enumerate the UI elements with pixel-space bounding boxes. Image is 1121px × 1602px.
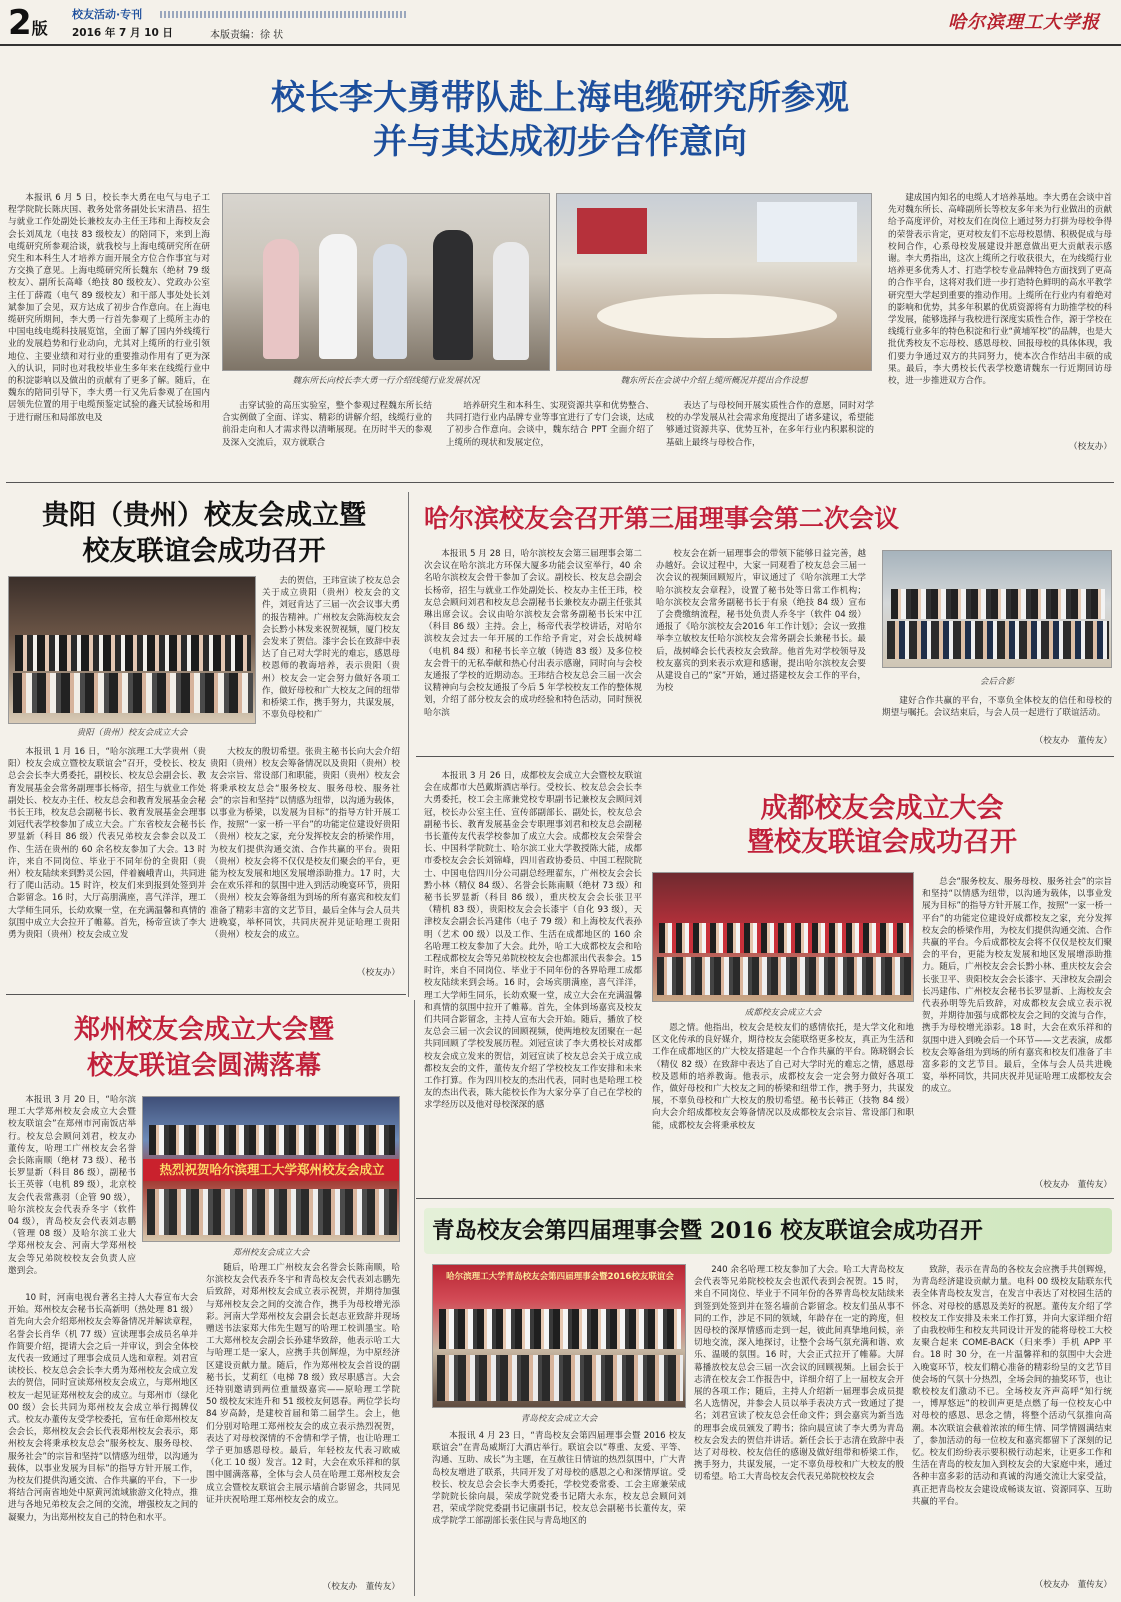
chengdu-headline-line2: 暨校友联谊会成功召开 (747, 827, 1017, 858)
zhengzhou-column-top: 本报讯 3 月 20 日，“哈尔滨理工大学郑州校友会成立大会暨校友联谊会”在郑州市河南饭店举行。校友总会顾问刘君，校友办董传友，哈理工广州校友会名誉会长陈南顺（绝材 73 级）、秘书长罗显新（科目 86 级），副秘书长王英蓉（电机 89 级），北京校友会代表常燕羽（企管 90 级），哈尔滨校友会代表乔冬宇（软件 04 级），青岛校友会代表刘志鹏（管理 08 级）及哈尔滨工业大学郑州校友会、河南大学郑州校友会等兄弟院校校友会负责人应邀到会。 (8, 1095, 136, 1276)
chengdu-photo-caption: 成都校友会成立大会 (744, 1008, 822, 1018)
zhengzhou-column-left: 10 时，河南电视台著名主持人大春宣布大会开始。郑州校友会秘书长高新明（热处理 81 级）首先向大会介绍郑州校友会筹备情况并解读章程，名誉会长肖华（机 77 级）宣读理事会成员名单并作简要介绍，提请大会之后一并审议，到会全体校友代表一致通过了理事会成员人选和章程。刘君宣读校长、校友总会会长李大勇为郑州校友会成立发去的贺信，同时宣读郑州校友会成立，与郑州地区校友一起见证郑州校友会的成立。与郑州市（绿化 00 级）会长共同为郑州校友会成立举行揭牌仪式。校友办董传友受学校委托，宣布任命郑州校友会会长，郑州校友会会长代表郑州校友会表示，郑州校友会将秉承校友总会“服务校友、服务母校、服务社会”的宗旨和坚持“以情感为纽带，以沟通为载体，以事业发展为目标”的指导方针开展工作，为校友们提供沟通交流、合作共赢的平台，下一步将结合河南省地处中原黄河流域旅游文化特点，推进与各地兄弟校友会之间的交流，增强校友之间的凝聚力，为出郑州校友自己的特色和水平。 (8, 1293, 198, 1523)
guiyang-photo-caption: 贵阳（贵州）校友会成立大会 (76, 728, 188, 738)
zhengzhou-headline-line1: 郑州校友会成立大会暨 (73, 1015, 334, 1045)
chengdu-headline (652, 792, 1112, 860)
harbin-photo (882, 550, 1112, 668)
harbin-credit: （校友办 董传友） (1034, 736, 1112, 746)
crowd-row (147, 1189, 397, 1235)
harbin-headline: 哈尔滨校友会召开第三届理事会第二次会议 (424, 504, 900, 533)
zhengzhou-credit: （校友办 董传友） (322, 1582, 400, 1592)
harbin-photo-caption: 会后合影 (979, 677, 1014, 687)
guiyang-headline-line2: 校友联谊会成功召开 (82, 536, 326, 567)
masthead-rule (160, 11, 408, 18)
zhengzhou-banner: 热烈祝贺哈尔滨理工大学郑州校友会成立 (143, 1159, 400, 1181)
qingdao-column-mid: 240 余名哈理工校友参加了大会。哈工大青岛校友会代表等兄弟院校校友会也派代表到会祝贺。15 时，来自不同岗位、毕业于不同年份的各界青岛校友陆续来到签到处签到并在签名墙前合影留念。校友们虽从事不同的工作，涉足不同的领域，年龄存在一定的跨度，但因母校的深厚情感而走到一起，彼此间真挚地问候，亲切地交流，深入地探讨，让整个会场气氛充满和谐、欢乐、温暖的氛围。16 时，大会正式拉开了帷幕。大屏幕播放校友总会三届一次会议的回顾视频。上届会长于志清在校友会工作报告中，详细介绍了上一届校友会开展的各项工作；随后，主持人介绍新一届理事会成员提名人选情况，并参会人员以举手表决方式一致通过了提名；刘君宣读了校友总会任命文件；到会嘉宾为新当选的理事会成员颁发了聘书；徐向晨宣读了李大勇为青岛校友会发去的贺信并讲话。新任会长于志清在致辞中表达了对母校、校友信任的感谢及做好组带和桥梁工作，携手努力，共谋发展，一定不辜负母校和广大校友的殷切希望。哈工大青岛校友会代表兄弟院校校友会 (694, 1265, 904, 1483)
person-figure (263, 239, 299, 359)
chengdu-photo (652, 872, 914, 1002)
guiyang-credit: （校友办） (357, 968, 400, 978)
chengdu-headline-line1: 成都校友会成立大会 (760, 793, 1004, 824)
person-figure (433, 230, 473, 360)
projection-screen (577, 208, 647, 254)
page-editor: 本版责编：徐 状 (210, 30, 284, 41)
section-divider (6, 994, 406, 995)
guiyang-headline (8, 498, 400, 570)
chengdu-column-right: 总会“服务校友、服务母校、服务社会”的宗旨和坚持“以情感为纽带，以沟通为载体，以事业发展为目标”的指导方针开展工作，按照“一家一桥一平台”的功能定位建设好成都校友之家，充分发挥校友会的桥梁作用，为校友们提供沟通交流、合作共赢的平台。今后成都校友会将不仅仅是校友们聚会的平台，更能为校友发展和地区发展增添助推力。随后，广州校友会会长黔小林、重庆校友会会长张卫平、贵阳校友会会长漆宇、天津校友会副会长冯建伟、广州校友会秘书长罗显新、上海校友会代表孙明等先后致辞，对成都校友会成立表示祝贺，并期待加强与成都校友会之间的交流与合作，携手为母校增光添彩。18 时，大会在欢乐祥和的氛围中进入到晚会后一个环节——文艺表演，成都校友会筹备组为到场的所有嘉宾和校友们准备了丰富多彩的文艺节目。最后，全体与会人员共进晚宴，举杯同饮，共同庆祝并见证哈理工成都校友会的成立。 (922, 877, 1112, 1095)
harbin-column-3: 建好合作共赢的平台，不辜负全体校友的信任和母校的期望与嘱托。会议结束后，与会人员一起进行了联谊活动。 (882, 696, 1112, 719)
masthead (0, 0, 1121, 48)
zhengzhou-column-right: 随后，哈理工广州校友会名誉会长陈南顺，哈尔滨校友会代表乔冬宇和青岛校友会代表刘志鹏先后致辞，对郑州校友会成立表示祝贺，并期待加强与郑州校友会之间的交流合作，携手为母校增光添彩。河南大学郑州校友会副会长赵志亚致辞并现场赠送书法家郑大伟先生题写的哈理工校训墨宝。哈工大郑州校友会副会长孙建华致辞，他表示哈工大与哈理工是一家人，应携手共创辉煌，为中原经济区建设贡献力量。随后，作为郑州校友会首设的副秘书长，艾莉红（电梯 78 级）致尽职感言。大会还特别邀请到两位重量级嘉宾——原哈理工学院 50 级校友宋连升和 51 级校友何恩春。两位学长均 84 岁高龄，是建校首届和第二届学生。会上，他们分别对哈理工郑州校友会的成立表示热烈祝贺，表达了对母校深情的不舍情和学子情，也让哈理工学子更加感恩母校。最后，年轻校友代表习欧威（化工 10 级）发言。12 时，大会在欢乐祥和的氛围中圆满落幕，全体与会人员在哈理工郑州校友会成立会暨校友联谊会主展示墙前合影留念，共同见证并庆祝哈理工郑州校友会的成立。 (206, 1263, 400, 1505)
lead-credit: （校友办） (1069, 442, 1112, 452)
qingdao-credit: （校友办 董传友） (1034, 1580, 1112, 1590)
lead-column-1: 本报讯 6 月 5 日，校长李大勇在电气与电子工程学院院长陈庆国、教务处常务副处长宋清昌、招生与就业工作处副处长兼校友办主任王玮和上海校友会会长刘凤龙（电技 83 级校友）的陪同下，来到上海电缆研究所参观洽谈，就我校与上海电缆研究所在研究生和本科生人才培养方面开展全方位合作事宜与对方交换了意见。上海电缆研究所长魏东（绝材 79 级校友）、副所长高峰（绝技 80 级校友）、党政办公室主任丁薛霞（电气 89 级校友）和干部人事处处长刘斌参加了会见，双方达成了初步合作意向。在上海电缆研究所期间，李大勇一行首先参观了上缆所主办的中国电线电缆科技展览馆，全面了解了国内外线缆行业的发展趋势和行业动向，尤其对上缆所的行业引领地位、主要业绩和对行业的重要推动作用有了更为深入的认识，同时也对我校毕业生多年来在线缆行业中的积淀影响以及做出的贡献有了更多了解。随后，在魏东的陪同引导下，李大勇一行又先后参观了在国内居领先位置的用于电缆预鉴定试验的鑫天试验场和用于进行耐压和局部放电及 (8, 193, 210, 423)
crowd-row (657, 957, 911, 995)
lead-photo-1 (222, 193, 550, 371)
zhengzhou-photo (142, 1096, 400, 1242)
page-number: 2版 (8, 3, 48, 43)
zhengzhou-headline-line2: 校友联谊会圆满落幕 (86, 1051, 321, 1081)
crowd-row (437, 1355, 683, 1401)
qingdao-banner: 哈尔滨理工大学青岛校友会第四届理事会暨2016校友联谊会 (446, 1272, 674, 1282)
lead-headline (80, 76, 1040, 164)
column-divider (414, 1000, 415, 1596)
guiyang-column-mid: 大校友的殷切希望。张贵主秘书长向大会介绍贵阳（贵州）校友会筹备情况以及贵阳（贵州）校友会宗旨、常设部门和职能，贵阳（贵州）校友会将秉承校友总会“服务校友、服务母校、服务社会”的宗旨和坚持“以情感为纽带，以沟通为载体，以事业为桥梁，以发展为目标”的指导方针开展工作，按照“一家一桥一平台”的功能定位建设好贵阳（贵州）校友之家，充分发挥校友会的桥梁作用，为校友们提供沟通交流、合作共赢的平台。贵阳（贵州）校友会将不仅仅是校友们聚会的平台，更能为校友发展和地区发展增添助推力。17 时，大会在欢乐祥和的氛围中进入到活动晚宴环节，贵阳（贵州）校友会筹备组为到场的所有嘉宾和校友们准备了精彩丰富的文艺节目，最后全体与会人员共进晚宴，举杯同饮，共同庆祝并见证哈理工贵阳（贵州）校友会的成立。 (210, 747, 400, 941)
qingdao-column-right: 致辞，表示在青岛的各校友会应携手共创辉煌，为青岛经济建设贡献力量。电科 00 级校友陆联东代表全体青岛校友发言，在发言中表达了对校园生活的怀念、对母校的感恩及美好的祝愿。董传友介绍了学校校友工作安排及未来工作打算，并向大家详细介绍了由我校师生和校友共同设计开发的能将母校工大校友聚合起来 COME-BACK（归来季）手机 APP 平台。18 时 30 分，在一片温馨祥和的氛围中大会进入晚宴环节，校友们精心准备的精彩纷呈的文艺节目使会场的气氛十分热烈，全场会间的抽奖环节，也让歌校校友们激动不已。全场校友齐声高呼“知行统一，博厚悠远”的校训声更是点燃了每一位校友心中对母校的感恩、思念之情，将整个活动气氛推向高潮。本次联谊会截着浓浓的师生情、同学情圆满结束了，参加活动的每一位校友和嘉宾都留下了深刻的记忆。校友们纷纷表示要积极行动起来，让更多工作和生活在青岛的校友加入到校友会的大家庭中来，通过各种丰富多彩的活动和真诚的沟通交流让大家受益，真正把青岛校友会建设成畅谈友谊、资源同享、互助共赢的平台。 (912, 1265, 1112, 1507)
lead-column-3: 培养研究生和本科生、实现资源共享和优势整合、共同打造行业内品牌专业等事宜进行了专门会谈，达成了初步合作意向。会谈中，魏东结合 PPT 全面介绍了上缆所的现状和发展定位， (446, 401, 654, 448)
lead-photo-2-caption: 魏东所长在会谈中介绍上缆所概况并提出合作设想 (620, 376, 808, 386)
conference-table (597, 294, 837, 338)
guiyang-column-left: 本报讯 1 月 16 日，“哈尔滨理工大学贵州（贵阳）校友会成立暨校友联谊会”召开，受校长、校友总会会长李大勇委托，副校长、校友总会副会长、教育发展基金会常务副理事长杨帝，招生与就业工作处副处长、校友办主任、校友总会和教育发展基金会秘书长王玮，校友总会副秘书长、教育发展基金会理事刘冠代表学校参加了成立大会。广东省校友会秘书长罗显新（科目 86 级）代表兄弟校友会参会以及工作、生活在贵州的 60 余名校友参加了大会。13 时许，来自不同岗位、毕业于不同年份的全贵阳（贵州）校友陆续来到黔灵公园，伴着巍峨青山，共同进行了爬山活动。15 时许，校友们来到报到处签到并合影留念。16 时，大厅高朋满座，喜气洋洋，理工大学师生同乐，长幼欢聚一堂，在充满温馨和真情的氛围中成立大会拉开了帷幕。首先，杨帝宣读了李大勇为贵阳（贵州）校友会成立发 (8, 747, 206, 941)
lead-headline-line1: 校长李大勇带队赴上海电缆研究所参观 (271, 78, 849, 118)
section-name: 校友活动·专刊 (72, 8, 143, 21)
crowd-row (15, 635, 251, 671)
crowd-row (13, 673, 253, 713)
person-figure (319, 234, 357, 359)
zhengzhou-photo-caption: 郑州校友会成立大会 (232, 1248, 310, 1258)
lead-column-4: 表达了与母校间开展实质性合作的意愿，同时对学校的办学发展从社会需求角度提出了诸多建议，希望能够通过资源共享、优势互补，在多年行业内积累积淀的基础上最终与母校合作， (666, 401, 874, 448)
lead-column-5: 建成国内知名的电缆人才培养基地。李大勇在会谈中首先对魏东所长、高峰副所长等校友多年来为行业做出的贡献给予高度评价，对校友们在岗位上通过努力打拼为母校争得的荣誉表示肯定，更对校友们不忘母校恩情、积极促成与母校间合作，心系母校发展建设并愿意做出更大贡献表示感谢。李大勇指出，这次上缆所之行收获很大，在为线缆行业培养更多优秀人才、打造学校专业品牌特色方面找到了更高的合作平台，这将对我们进一步打造特色鲜明的高水平教学研究型大学起到重要的推动作用。上缆所在行业内有着绝对的影响和优势，其多年积累的优质资源将有力助推学校的科学发展，能够选择与我校进行深度实质性合作，源于学校在线缆行业多年的特色积淀和行业“黄埔军校”的品牌，也是大批优秀校友不忘母校、感恩母校、回报母校的具体体现，我们要力争通过双方的共同努力，使本次合作结出丰硕的成果。最后，李大勇校长代表学校邀请魏东一行近期回访母校，进一步推进双方合作。 (888, 193, 1112, 387)
zhengzhou-headline (8, 1012, 400, 1084)
person-figure (373, 244, 407, 359)
lead-headline-line2: 并与其达成初步合作意向 (373, 122, 747, 162)
crowd-row (659, 923, 909, 953)
person-figure (493, 242, 529, 360)
page-suffix: 版 (31, 19, 48, 38)
group-row (891, 589, 1105, 619)
section-divider (416, 756, 1114, 757)
section-divider (6, 482, 1114, 483)
masthead-underline (0, 44, 1121, 46)
guiyang-photo (8, 576, 256, 724)
issue-date: 2016 年 7 月 10 日 (72, 27, 173, 39)
crowd-row (439, 1309, 681, 1349)
lead-photo-2 (556, 193, 872, 371)
harbin-column-2: 校友会在新一届理事会的带领下能够日益完善，越办越好。会议过程中，大家一同观看了校友总会三届一次会议的视频回顾短片，审议通过了《哈尔滨理工大学哈尔滨校友会章程》，设置了秘书处等日常工作机构；哈尔滨校友会常务副秘书长于有泉（绝技 84 级）宣布了会费缴纳流程，秘书处负责人乔冬宇（软件 04 级）通报了《哈尔滨校友会2016 年工作计划》；会议一致推举李立敏校友任哈尔滨校友会常务副会长兼秘书长。最后，战树峰会长代表校友会致辞。他首先对学校领导及校友嘉宾的到来表示欢迎和感谢，提出哈尔滨校友会要从建设自己的“家”开始，通过搭建校友会工作的平台，为校 (656, 549, 866, 694)
qingdao-photo (432, 1264, 686, 1408)
chengdu-column-left: 本报讯 3 月 26 日，成都校友会成立大会暨校友联谊会在成都市大邑戴斯酒店举行。受校长、校友总会会长李大勇委托，校工会主席兼党校专职副书记兼校友会顾问刘冠，校长办公室主任、宣传部副部长、副处长，校友总会副秘书长、教育发展基金会专职理事刘君和校友总会副秘书长董传友代表学校参加了成立大会。成都校友会荣誉会长、中国科学院院士、哈尔滨工业大学教授陈大能，成都市委校友会会长刘锦峰，四川省政协委员、中国工程院院士、中国电信四川分公司副总经理翟东，广州校友会会长黔小林（精仪 84 级）、名誉会长陈南顺（绝材 73 级）和秘书长罗显新（科目 86 级），重庆校友会会长张卫平（精机 83 级），贵阳校友会会长漆宇（自化 93 级），天津校友会副会长冯建伟（电子 79 级）和上海校友代表孙明（艺术 00 级）以及工作、生活在成都地区的 160 余名哈理工校友参加了大会。此外，哈工大成都校友会和哈工程成都校友会等兄弟院校校友会也都派出代表参会。15 时许，来自不同岗位、毕业于不同年份的各界哈理工成都校友陆续来到会场。16 时，会场宾朋满座，喜气洋洋，理工大学师生同乐，长幼欢聚一堂，成立大会在充满温馨和真情的氛围中拉开了帷幕。首先，全体到场嘉宾及校友们共同合影留念，主持人宣布大会开始。随后，播放了校友总会三届一次会议的回顾视频，使两地校友团聚在一起共同回顾了学校发展历程。刘冠宣读了李大勇校长对成都校友会成立发来的贺信，刘冠宣读了校友总会关于成立成都校友会的文件，董传友介绍了学校校友工作安排和未来工作打算。作为四川校友的杰出代表，同时也是哈理工校友的杰出代表，陈大能校长作为大家分享了自己在学校的求学经历以及他对母校深深的感 (424, 771, 642, 1111)
group-row (887, 621, 1109, 659)
harbin-column-1: 本报讯 5 月 28 日，哈尔滨校友会第三届理事会第二次会议在哈尔滨北方环保大厦多功能会议室举行，40 余名哈尔滨校友会骨干参加了会议。副校长、校友总会副会长杨帝，招生与就业工作处副处长、校友办主任王玮，校友总会顾问刘君和校友总会副秘书长兼校友办副主任张其琳出席会议。会议由哈尔滨校友会常务副秘书长宋中江（科目 86 级）主持。会上，杨帝代表学校讲话，对哈尔滨校友会过去一年开展的工作给予肯定，对会长战树峰（电机 84 级）和秘书长辛立敏（铸造 83 级）及多位校友会骨干的无私奉献和热心付出表示感谢，同时向与会校友通报了学校的近期动态。王玮结合校友总会三届一次会议精神向与会校友通报了今后 5 年学校校友工作的整体规划，介绍了部分校友会的成功经验和特色活动，同时预祝哈尔滨 (424, 549, 642, 718)
qingdao-photo-caption: 青岛校友会成立大会 (520, 1414, 598, 1424)
chengdu-column-mid: 恩之情。他指出，校友会是校友们的感情依托，是大学文化和地区文化传承的良好媒介，期待校友会能联络更多校友，真正为生活和工作在成都地区的广大校友搭建起一个合作共赢的平台。陈晓钢会长（精仪 82 级）在致辞中表达了自己对大学时光的难忘之情，感恩母校及恩师的培养教诲。他表示，成都校友会一定会努力做好各项工作，做好母校和广大校友之间的桥梁和纽带工作，携手努力，共谋发展，不辜负母校和广大校友的殷切希望。秘书长韩正（技物 84 级）向大会介绍成都校友会筹备情况以及成都校友会宗旨、常设部门和职能，成都校友会将秉承校友 (652, 1023, 914, 1131)
window-panel (757, 202, 857, 262)
guiyang-headline-line1: 贵阳（贵州）校友会成立暨 (42, 500, 366, 531)
guiyang-column-right-top: 去的贺信，王玮宣读了校友总会关于成立贵阳（贵州）校友会的文件，刘冠肯达了三届一次会议事大勇的报告精神。广州校友会陈海校友会会长黔小林发来祝贺视频，厦门校友会发来了贺信。漆宇会长在致辞中表达了自己对大学时光的难忘，感恩母校恩师的教诲培养，表示贵阳（贵州）校友会一定会努力做好各项工作，做好母校和广大校友之间的纽带和桥梁工作，携手努力，共谋发展，不辜负母校和广 (262, 576, 400, 721)
column-divider (408, 492, 409, 997)
paper-name: 哈尔滨理工大学报 (948, 12, 1100, 33)
lead-column-2: 击穿试验的高压实验室，整个参观过程魏东所长结合实例做了全面、详实、精彩的讲解介绍，线缆行业的前沿走向和人才需求得以清晰展现。在历时半天的参观及深入交流后，双方就联合 (222, 401, 432, 448)
qingdao-column-bottom-left: 本报讯 4 月 23 日，“青岛校友会第四届理事会暨 2016 校友联谊会”在青岛威斯汀大酒店举行。联谊会以“尊重、友爱、平等、沟通、互助、成长”为主题，在互赦往日情谊的热烈氛围中，广大青岛校友增进了联系，共同开发了对母校的感恩之心和深情厚谊。受校长、校友总会会长李大勇委托，学校党委常委、工会主席兼荣成学院院长徐向晨，荣成学院党委书记隋大永东，校友总会顾问刘君，荣成学院党委副书记康副书记，校友总会副秘书长董传友，荣成学院学工部副部长张住民与青岛地区的 (432, 1431, 686, 1527)
qingdao-headline: 青岛校友会第四届理事会暨 2016 校友联谊会成功召开 (432, 1218, 983, 1244)
section-divider (416, 1198, 1114, 1199)
lead-photo-1-caption: 魏东所长向校长李大勇一行介绍线缆行业发展状况 (292, 376, 480, 386)
crowd-row (149, 1125, 395, 1155)
chengdu-credit: （校友办 董传友） (1034, 1180, 1112, 1190)
